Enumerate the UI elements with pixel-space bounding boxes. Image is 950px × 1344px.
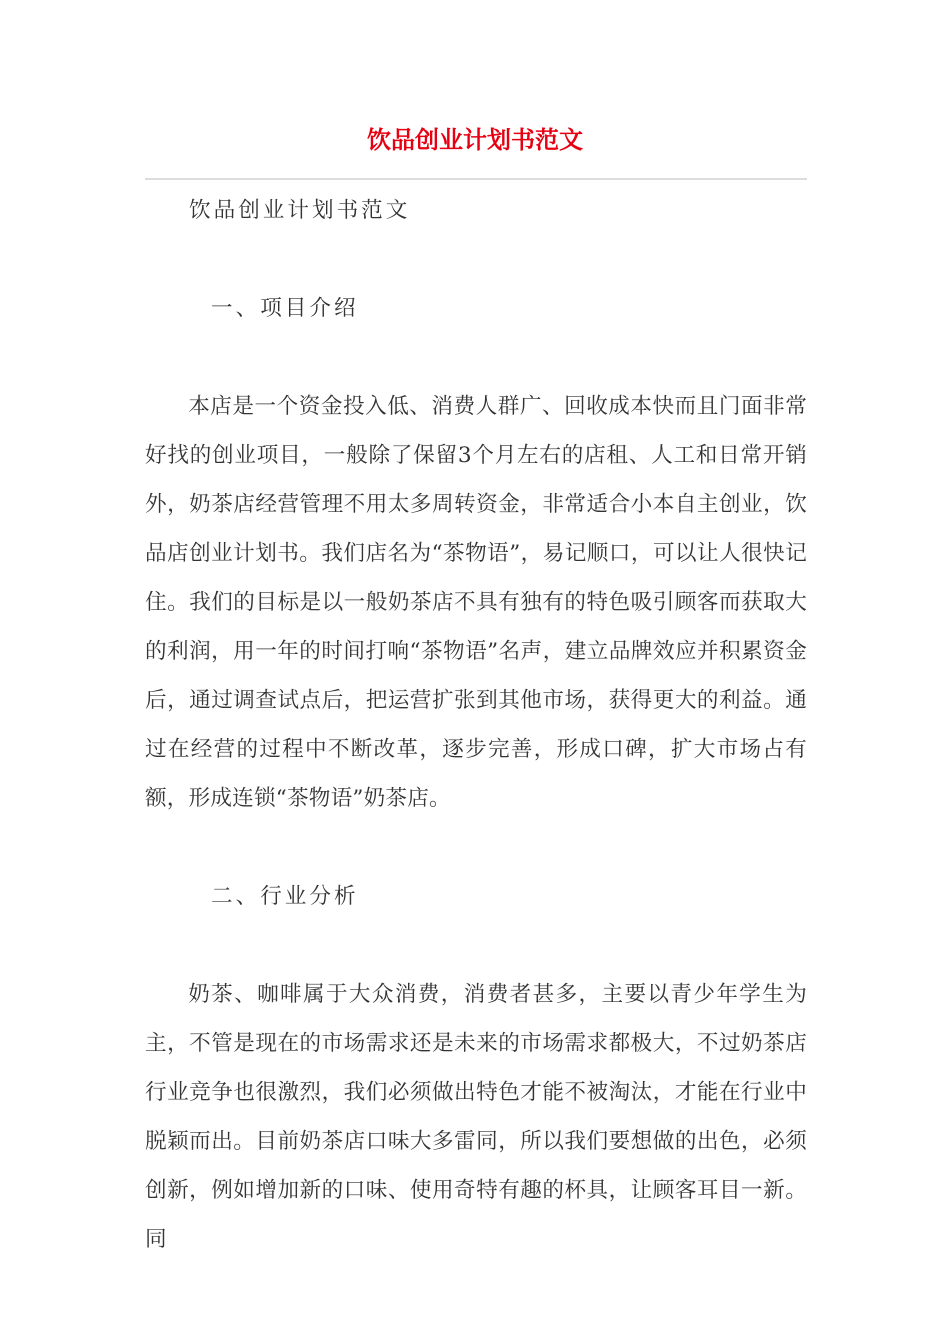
spacer: [145, 333, 807, 382]
section-heading-project-intro: 一、项目介绍: [211, 296, 359, 321]
section-heading-industry-analysis: 二、行业分析: [211, 884, 359, 909]
document-subtitle: 饮品创业计划书范文: [189, 198, 411, 223]
title-divider: [145, 178, 807, 180]
document-body: [145, 186, 807, 1264]
section-paragraph: 奶茶、咖啡属于大众消费，消费者甚多，主要以青少年学生为主，不管是现在的市场需求还是未来的市场需求都极大，不过奶茶店行业竞争也很激烈，我们必须做出特色才能不被淘汰，才能在行业中脱颖而出。目前奶茶店口味大多雷同，所以我们要想做的出色，必须创新，例如增加新的口味、使用奇特有趣的杯具，让顾客耳目一新。同: [145, 982, 807, 1252]
document-title: 饮品创业计划书范文: [367, 126, 583, 154]
section-paragraph: 本店是一个资金投入低、消费人群广、回收成本快而且门面非常好找的创业项目，一般除了保留3个月左右的店租、人工和日常开销外，奶茶店经营管理不用太多周转资金，非常适合小本自主创业，饮品店创业计划书。我们店名为“茶物语”，易记顺口，可以让人很快记住。我们的目标是以一般奶茶店不具有独有的特色吸引顾客而获取大的利润，用一年的时间打响“茶物语”名声，建立品牌效应并积累资金后，通过调查试点后，把运营扩张到其他市场，获得更大的利益。通过在经营的过程中不断改革，逐步完善，形成口碑，扩大市场占有额，形成连锁“茶物语”奶茶店。: [145, 394, 807, 811]
spacer: [145, 823, 807, 872]
spacer: [145, 235, 807, 284]
spacer: [145, 921, 807, 970]
